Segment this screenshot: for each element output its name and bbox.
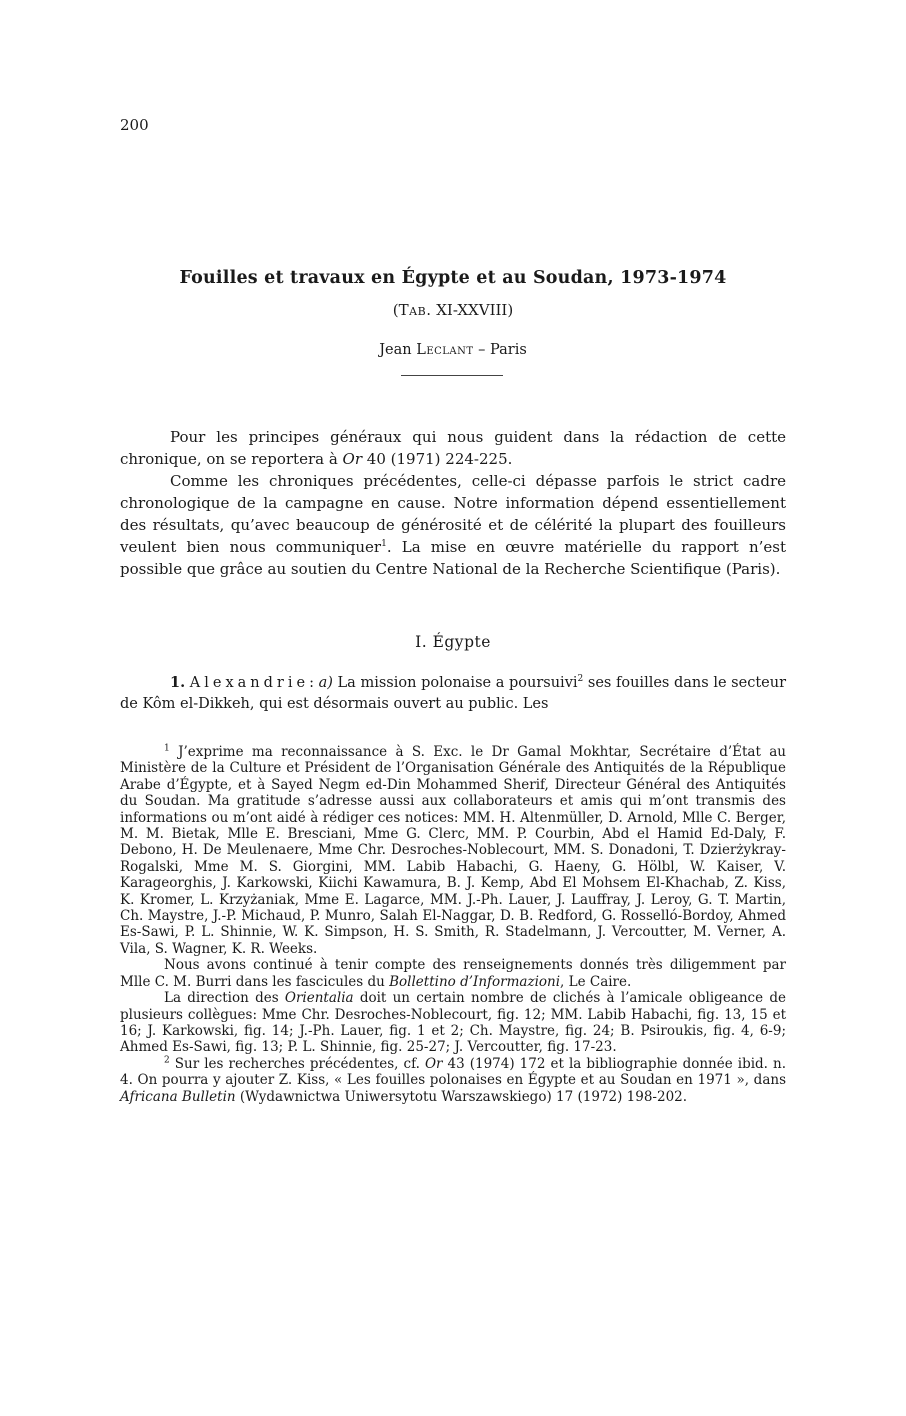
footnote-2-journal: Or — [424, 1055, 443, 1072]
section-item-1 — [120, 672, 786, 715]
section-heading: I. Égypte — [415, 633, 491, 651]
intro-p1-text: Pour les principes généraux qui nous guident dans la rédaction de cette chronique, on se reportera à — [120, 428, 786, 468]
footnote-1-text: J’exprime ma reconnaissance à S. Exc. le Dr Gamal Mokhtar, Secrétaire d’État au Ministère de la Culture et Président de l’Organisation Générale des Antiquités de la République Arabe d’Égypte, et à Sayed Negm ed-Din Mohammed Sherif, Directeur Général des Antiquités du Soudan. Ma gratitude s’adresse aussi aux collaborateurs et amis qui m’ont transmis des informations ou m’ont aidé à rédiger ces notices: MM. H. Altenmüller, D. Arnold, Mlle C. Berger, M. M. Bietak, Mlle E. Bresciani, Mme G. Clerc, MM. P. Courbin, Abd el Hamid Ed-Daly, F. Debono, H. De Meulenaere, Mme Chr. Desroches-Noblecourt, MM. S. Donadoni, T. Dzierżykray-Rogalski, Mme M. S. Giorgini, MM. Labib Habachi, G. Haeny, G. Hölbl, W. Kaiser, V. Karageorghis, J. Karkowski, Kiichi Kawamura, B. J. Kemp, Abd El Mohsem El-Khachab, Z. Kiss, K. Kromer, L. Krzyżaniak, Mme E. Lagarce, MM. J.-Ph. Lauer, J. Lauffray, J. Leroy, G. T. Martin, Ch. Maystre, J.-P. Michaud, P. Munro, Salah El-Naggar, D. B. Redford, G. Rosselló-Bordoy, Ahmed Es-Sawi, P. L. Shinnie, W. K. Simpson, H. S. Smith, R. Stadelmann, J. Vercoutter, M. Verner, A. Vila, S. Wagner, K. R. Weeks. — [120, 744, 786, 957]
intro-p1-journal: Or — [342, 450, 363, 468]
plates-open-paren: ( — [392, 301, 399, 319]
intro-text — [120, 426, 786, 580]
footnote-1 — [120, 744, 786, 957]
footnote-2-title: Africana Bulletin — [120, 1088, 236, 1105]
plates-range: XI-XXVIII — [431, 301, 508, 319]
title-divider — [401, 375, 503, 376]
author-place: Paris — [490, 342, 527, 358]
page-number: 200 — [120, 116, 149, 134]
footnote-1-mark: 1 — [164, 743, 170, 754]
item-place: Alexandrie — [189, 675, 310, 691]
plates-reference — [0, 301, 906, 319]
footnote-1-p3-end: doit un certain nombre de clichés à l’amicale obligeance de plusieurs collègues: Mme Chr. Desroches-Noblecourt, fig. 12; MM. Labib Habachi, fig. 13, 15 et 16; J. Karkowski, fig. 14; J.-Ph. Lauer, fig. 1 et 2; Ch. Maystre, fig. 24; B. Psiroukis, fig. 4, 6-9; Ahmed Es-Sawi, fig. 13; P. L. Shinnie, fig. 25-27; J. Vercoutter, fig. 17-23. — [120, 990, 786, 1056]
article-title: Fouilles et travaux en Égypte et au Soudan, 1973-1974 — [179, 268, 727, 288]
footnote-1-paragraph-2 — [120, 957, 786, 990]
item-sub-label: a) — [318, 675, 333, 691]
item-number: 1. — [170, 674, 186, 691]
footnote-2-text: Sur les recherches précédentes, cf. — [169, 1055, 425, 1072]
footnote-1-p3-title: Orientalia — [284, 990, 354, 1007]
intro-p2-text: Comme les chroniques précédentes, celle-ci dépasse parfois le strict cadre chronologique de la campagne en cause. Notre information dépend essentiellement des résultats, qu’avec beaucoup de générosité et de célérité la plupart des fouilleurs veulent bien nous communiquer — [120, 472, 786, 556]
intro-paragraph-2 — [120, 470, 786, 580]
plates-tab-label: Tab. — [398, 301, 432, 319]
intro-p1-ref: 40 (1971) 224-225. — [362, 450, 513, 468]
footnote-2-text-cont: 43 (1974) 172 et la bibliographie donnée ibid. n. 4. On pourra y ajouter Z. Kiss, « Les fouilles polonaises en Égypte et au Soudan en 1971 », dans — [120, 1055, 786, 1089]
footnotes — [120, 744, 786, 1105]
footnote-2 — [120, 1056, 786, 1105]
author-first-name: Jean — [379, 342, 417, 358]
footnote-2-end: (Wydawnictwa Uniwersytotu Warszawskiego) 17 (1972) 198-202. — [235, 1088, 688, 1105]
intro-paragraph-1 — [120, 426, 786, 470]
item-text-cont: ses fouilles dans le secteur de Kôm el-Dikkeh, qui est désormais ouvert au public. Les — [120, 675, 787, 712]
author-last-name: Leclant — [416, 342, 474, 358]
author-line — [0, 342, 906, 358]
footnote-1-p3-text: La direction des — [164, 990, 285, 1007]
footnote-2-mark: 2 — [164, 1055, 170, 1066]
item-colon: : — [309, 675, 319, 691]
footnote-1-paragraph-3 — [120, 990, 786, 1056]
footnote-ref-2[interactable]: 2 — [577, 674, 584, 685]
item-1-paragraph — [120, 672, 786, 715]
footnote-1-p2-end: , Le Caire. — [560, 973, 632, 990]
plates-close-paren: ) — [507, 301, 514, 319]
author-separator: – — [473, 342, 491, 358]
footnote-1-p2-title: Bollettino d’Informazioni — [389, 973, 561, 990]
footnote-1-p2-text: Nous avons continué à tenir compte des renseignements donnés très diligemment par Mlle C. M. Burri dans les fascicules du — [120, 957, 786, 990]
item-text: La mission polonaise a poursuivi — [332, 675, 578, 691]
intro-p2-text-cont: . La mise en œuvre matérielle du rapport n’est possible que grâce au soutien du Centre National de la Recherche Scientifique (Paris). — [120, 538, 786, 578]
footnote-ref-1[interactable]: 1 — [381, 539, 387, 549]
